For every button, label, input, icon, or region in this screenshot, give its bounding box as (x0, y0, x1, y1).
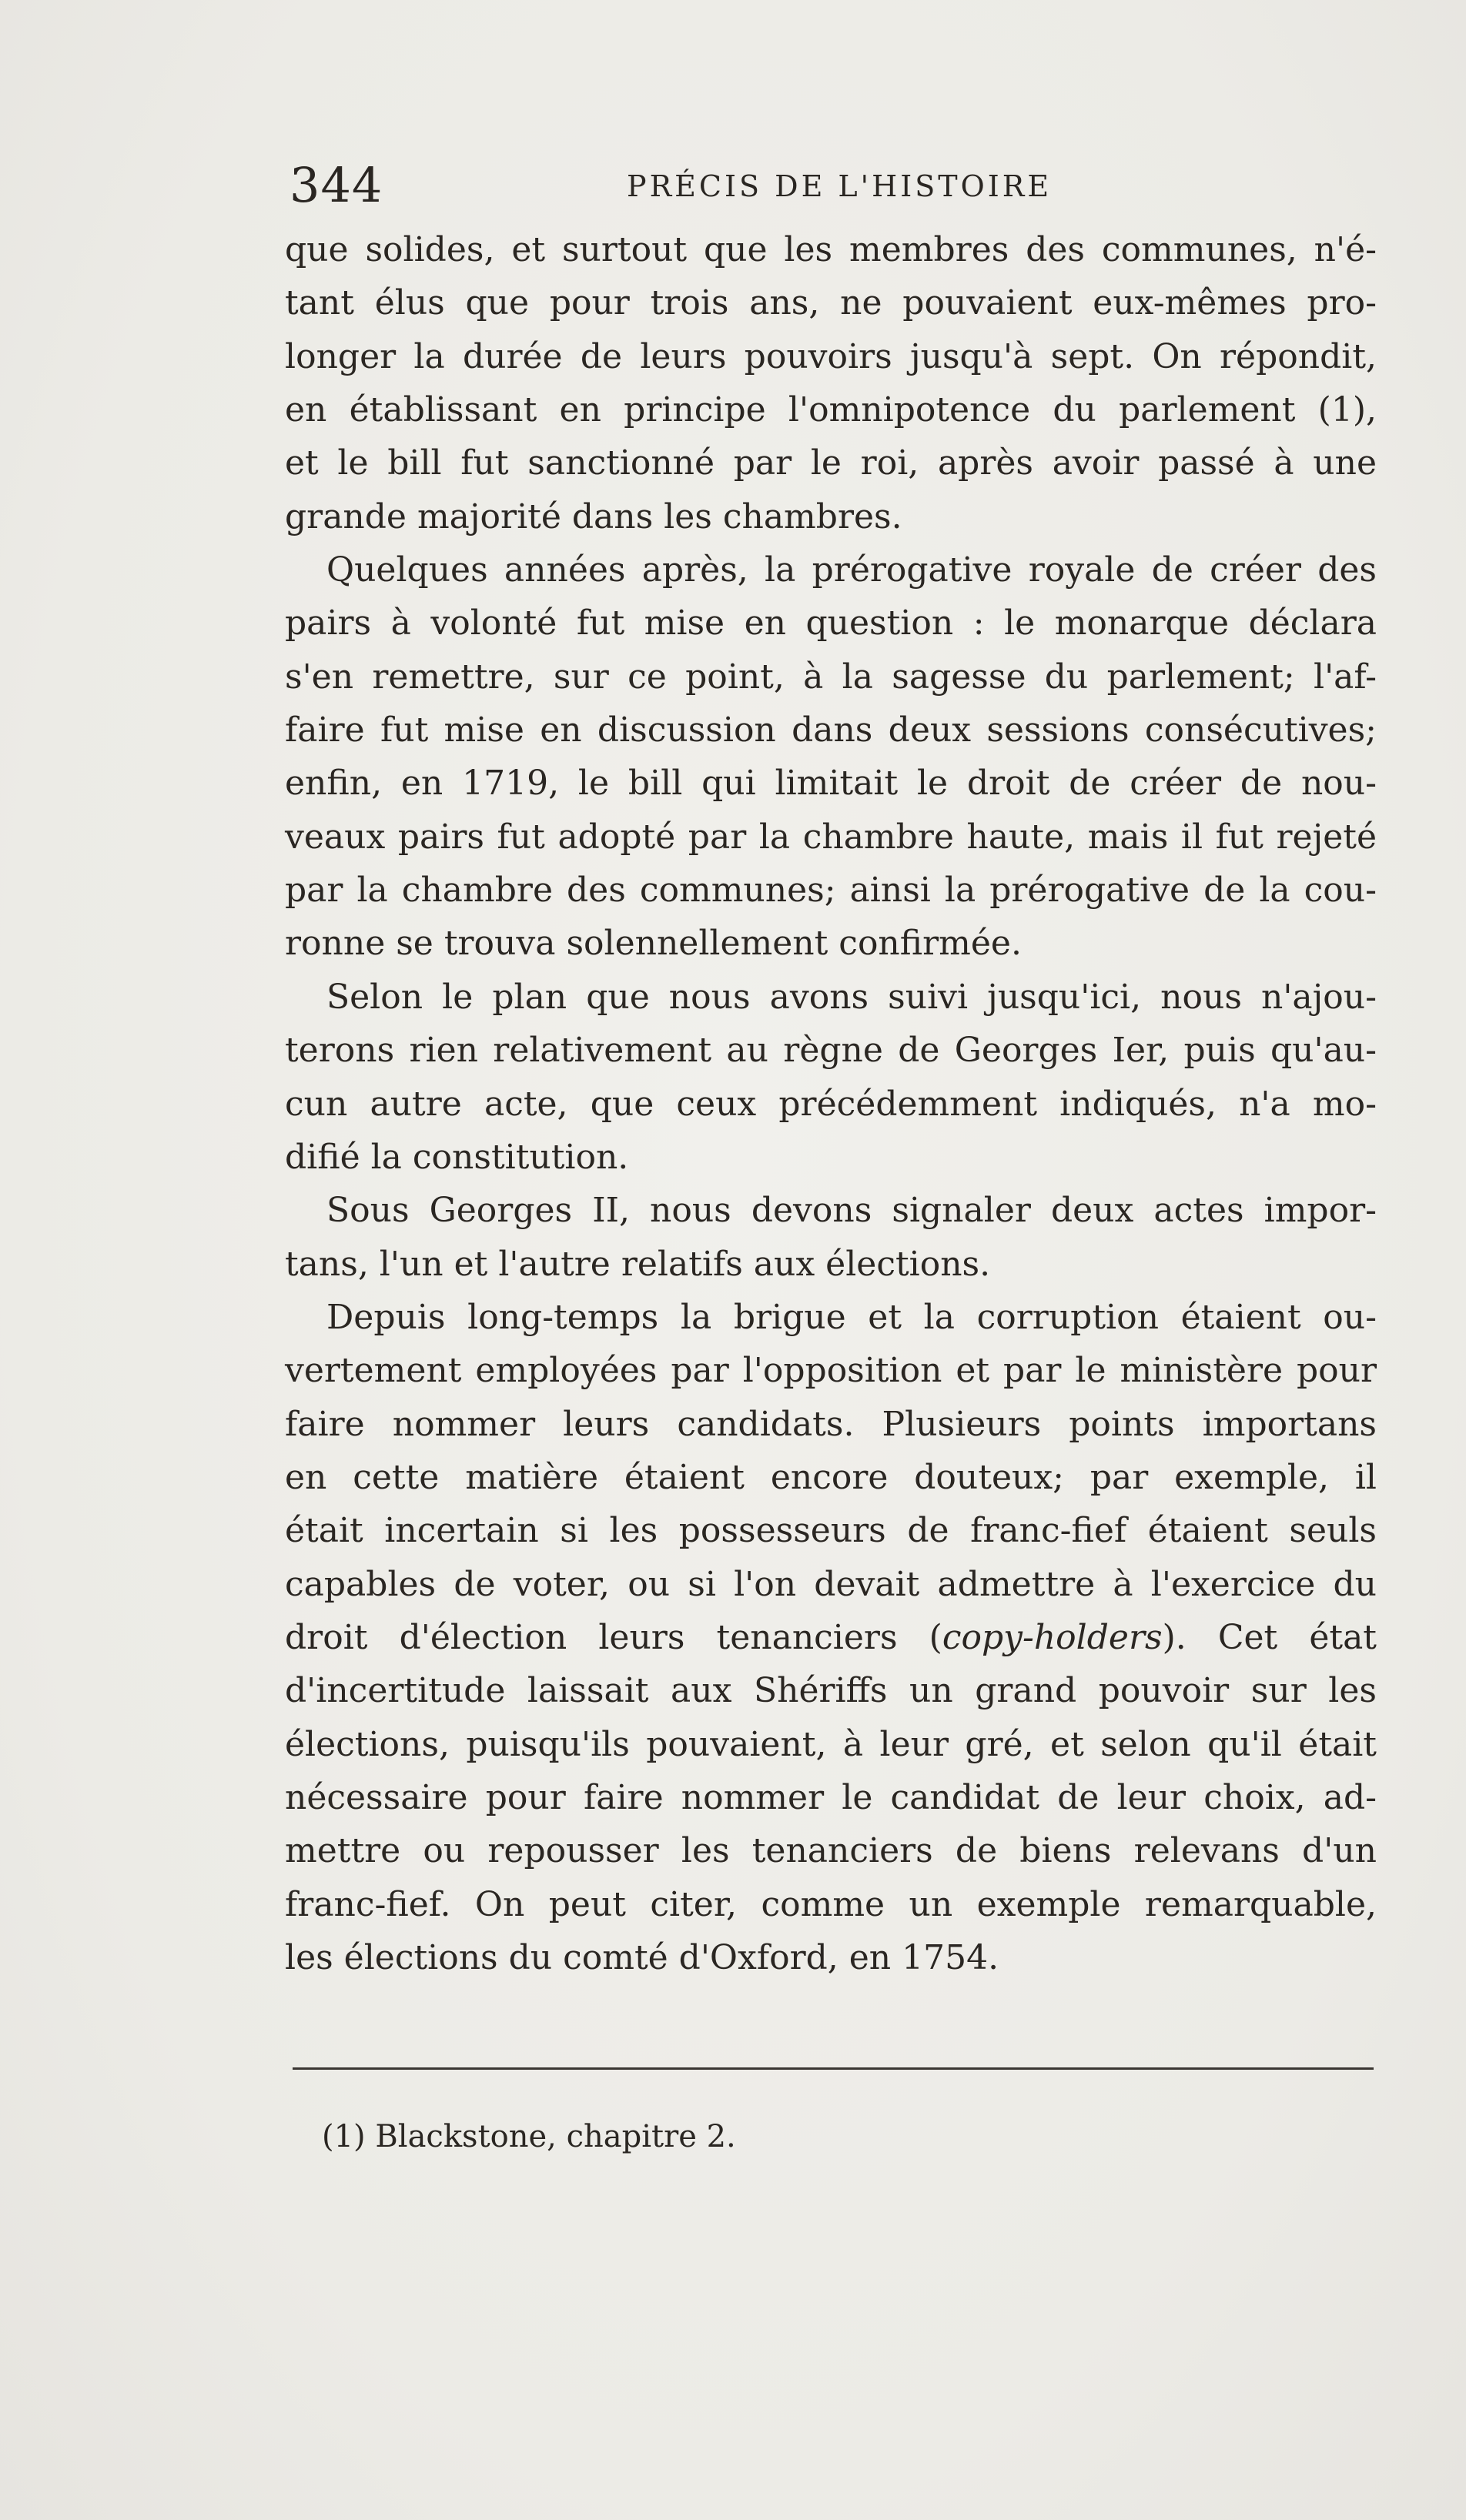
text-line: droit d'élection leurs tenanciers (copy-holders). Cet état (285, 1617, 1377, 1657)
text-line: par la chambre des communes; ainsi la prérogative de la cou- (285, 871, 1377, 911)
text-line: s'en remettre, sur ce point, à la sagesse du parlement; l'af- (285, 657, 1377, 697)
paragraph-start-line: Sous Georges II, nous devons signaler deux actes impor- (326, 1191, 1377, 1231)
text-line: longer la durée de leurs pouvoirs jusqu'à sept. On répondit, (285, 336, 1377, 376)
text-line: tant élus que pour trois ans, ne pouvaient eux-mêmes pro- (285, 283, 1377, 323)
text-line: élections, puisqu'ils pouvaient, à leur gré, et selon qu'il était (285, 1724, 1377, 1764)
text-line: que solides, et surtout que les membres des communes, n'é- (285, 230, 1377, 269)
text-line: faire nommer leurs candidats. Plusieurs points importans (285, 1404, 1377, 1444)
text-line: vertement employées par l'opposition et par le ministère pour (285, 1351, 1377, 1391)
paragraph-start-line: Quelques années après, la prérogative royale de créer des (326, 550, 1377, 590)
paragraph-start-line: Depuis long-temps la brigue et la corruption étaient ou- (326, 1297, 1377, 1337)
text-line: et le bill fut sanctionné par le roi, après avoir passé à une (285, 443, 1377, 483)
text-line: les élections du comté d'Oxford, en 1754. (285, 1938, 999, 1977)
text-line: terons rien relativement au règne de Georges Ier, puis qu'au- (285, 1031, 1377, 1071)
paragraph-start-line: Selon le plan que nous avons suivi jusqu'ici, nous n'ajou- (326, 977, 1377, 1017)
text-line: capables de voter, ou si l'on devait admettre à l'exercice du (285, 1564, 1377, 1604)
text-line: enfin, en 1719, le bill qui limitait le droit de créer de nou- (285, 764, 1377, 804)
text-line: ronne se trouva solennellement confirmée. (285, 924, 1022, 964)
text-line: veaux pairs fut adopté par la chambre haute, mais il fut rejeté (285, 817, 1377, 857)
text-line: en cette matière étaient encore douteux; par exemple, il (285, 1457, 1377, 1497)
text-line: mettre ou repousser les tenanciers de biens relevans d'un (285, 1831, 1377, 1871)
footnote-separator-rule (293, 2067, 1374, 2070)
running-header (290, 151, 1375, 212)
text-line: difié la constitution. (285, 1137, 629, 1177)
text-line: en établissant en principe l'omnipotence du parlement (1), (285, 390, 1377, 430)
footnote: (1) Blackstone, chapitre 2. (322, 2119, 736, 2154)
body-text (285, 223, 1377, 1984)
text-line: nécessaire pour faire nommer le candidat de leur choix, ad- (285, 1777, 1377, 1817)
text-line: grande majorité dans les chambres. (285, 496, 902, 536)
text-line: cun autre acte, que ceux précédemment indiqués, n'a mo- (285, 1084, 1377, 1124)
text-line: pairs à volonté fut mise en question : le monarque déclara (285, 603, 1377, 643)
text-line: franc-fief. On peut citer, comme un exemple remarquable, (285, 1884, 1377, 1924)
text-line: était incertain si les possesseurs de franc-fief étaient seuls (285, 1511, 1377, 1551)
running-title: PRÉCIS DE L'HISTOIRE (627, 169, 1053, 203)
text-line: tans, l'un et l'autre relatifs aux élections. (285, 1244, 991, 1284)
text-line: d'incertitude laissait aux Shériffs un grand pouvoir sur les (285, 1671, 1377, 1711)
page-number: 344 (290, 157, 383, 213)
text-line: faire fut mise en discussion dans deux sessions consécutives; (285, 710, 1377, 750)
